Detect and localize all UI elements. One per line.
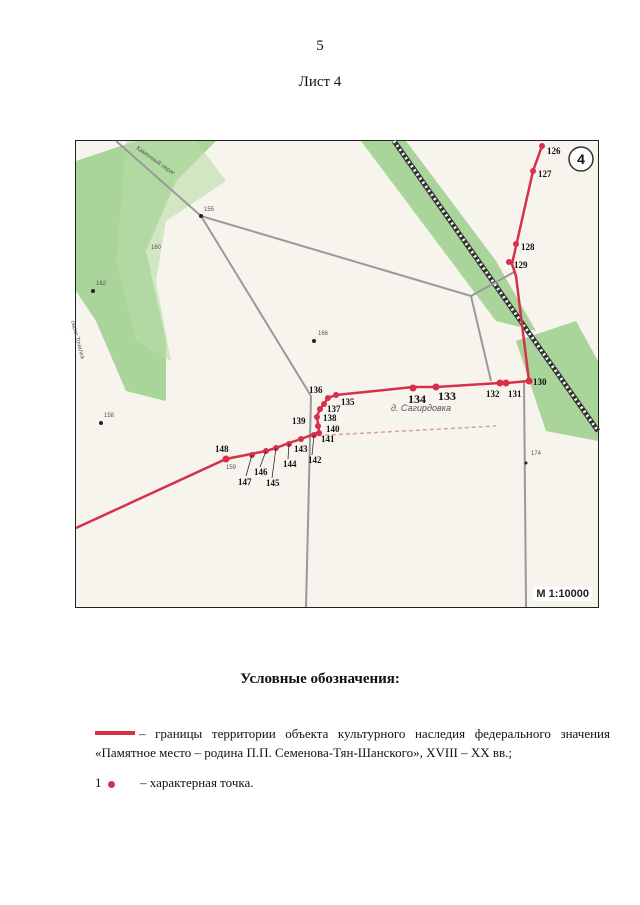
ravine-label: Каменный овраг (134, 145, 176, 177)
point-137: 137 (327, 404, 341, 414)
map (69, 140, 599, 608)
map-canvas (69, 141, 598, 607)
point-142: 142 (308, 455, 322, 465)
point-133: 133 (438, 389, 456, 403)
legend-title: Условные обозначения: (240, 671, 400, 687)
point-130: 130 (533, 377, 547, 387)
page-number: 5 (316, 38, 324, 54)
point-126: 126 (547, 146, 561, 156)
point-138: 138 (323, 413, 337, 423)
point-140: 140 (326, 424, 340, 434)
mark-160: 160 (151, 245, 162, 251)
point-143: 143 (294, 444, 308, 454)
ravine-label-2: овраг Точилка (69, 319, 86, 360)
point-136: 136 (309, 385, 323, 395)
scale-label: М 1:10000 (533, 587, 592, 601)
legend-point-text: – характерная точка. (140, 775, 254, 790)
sheet-title: Лист 4 (298, 74, 342, 90)
point-141: 141 (321, 434, 335, 444)
legend-point-dot (108, 781, 115, 788)
legend-point-sample (95, 775, 115, 791)
point-134: 134 (408, 392, 426, 406)
mark-159: 159 (226, 465, 237, 471)
sheet-badge-number: 4 (577, 151, 585, 167)
point-148: 148 (215, 444, 229, 454)
legend-point-number: 1 (95, 775, 102, 790)
point-147: 147 (238, 477, 252, 487)
mark-158: 158 (104, 413, 115, 419)
point-128: 128 (521, 242, 535, 252)
point-144: 144 (283, 459, 297, 469)
point-131: 131 (508, 389, 522, 399)
mark-174: 174 (531, 451, 542, 457)
legend-boundary-description: – границы территории объекта культурного наследия федерального значения «Памятное место – родина П.П. Семенова-Тян-Шанского», XVIII – XX вв.; (95, 726, 610, 760)
point-129: 129 (514, 260, 528, 270)
point-127: 127 (538, 169, 552, 179)
village-label: д. Сагирдовка (391, 403, 451, 413)
point-145: 145 (266, 478, 280, 488)
point-139: 139 (292, 416, 306, 426)
point-132: 132 (486, 389, 500, 399)
legend-boundary-text (95, 724, 610, 762)
mark-155: 155 (204, 207, 215, 213)
mark-162: 162 (96, 281, 107, 287)
point-135: 135 (341, 397, 355, 407)
point-146: 146 (254, 467, 268, 477)
mark-166: 166 (318, 331, 329, 337)
